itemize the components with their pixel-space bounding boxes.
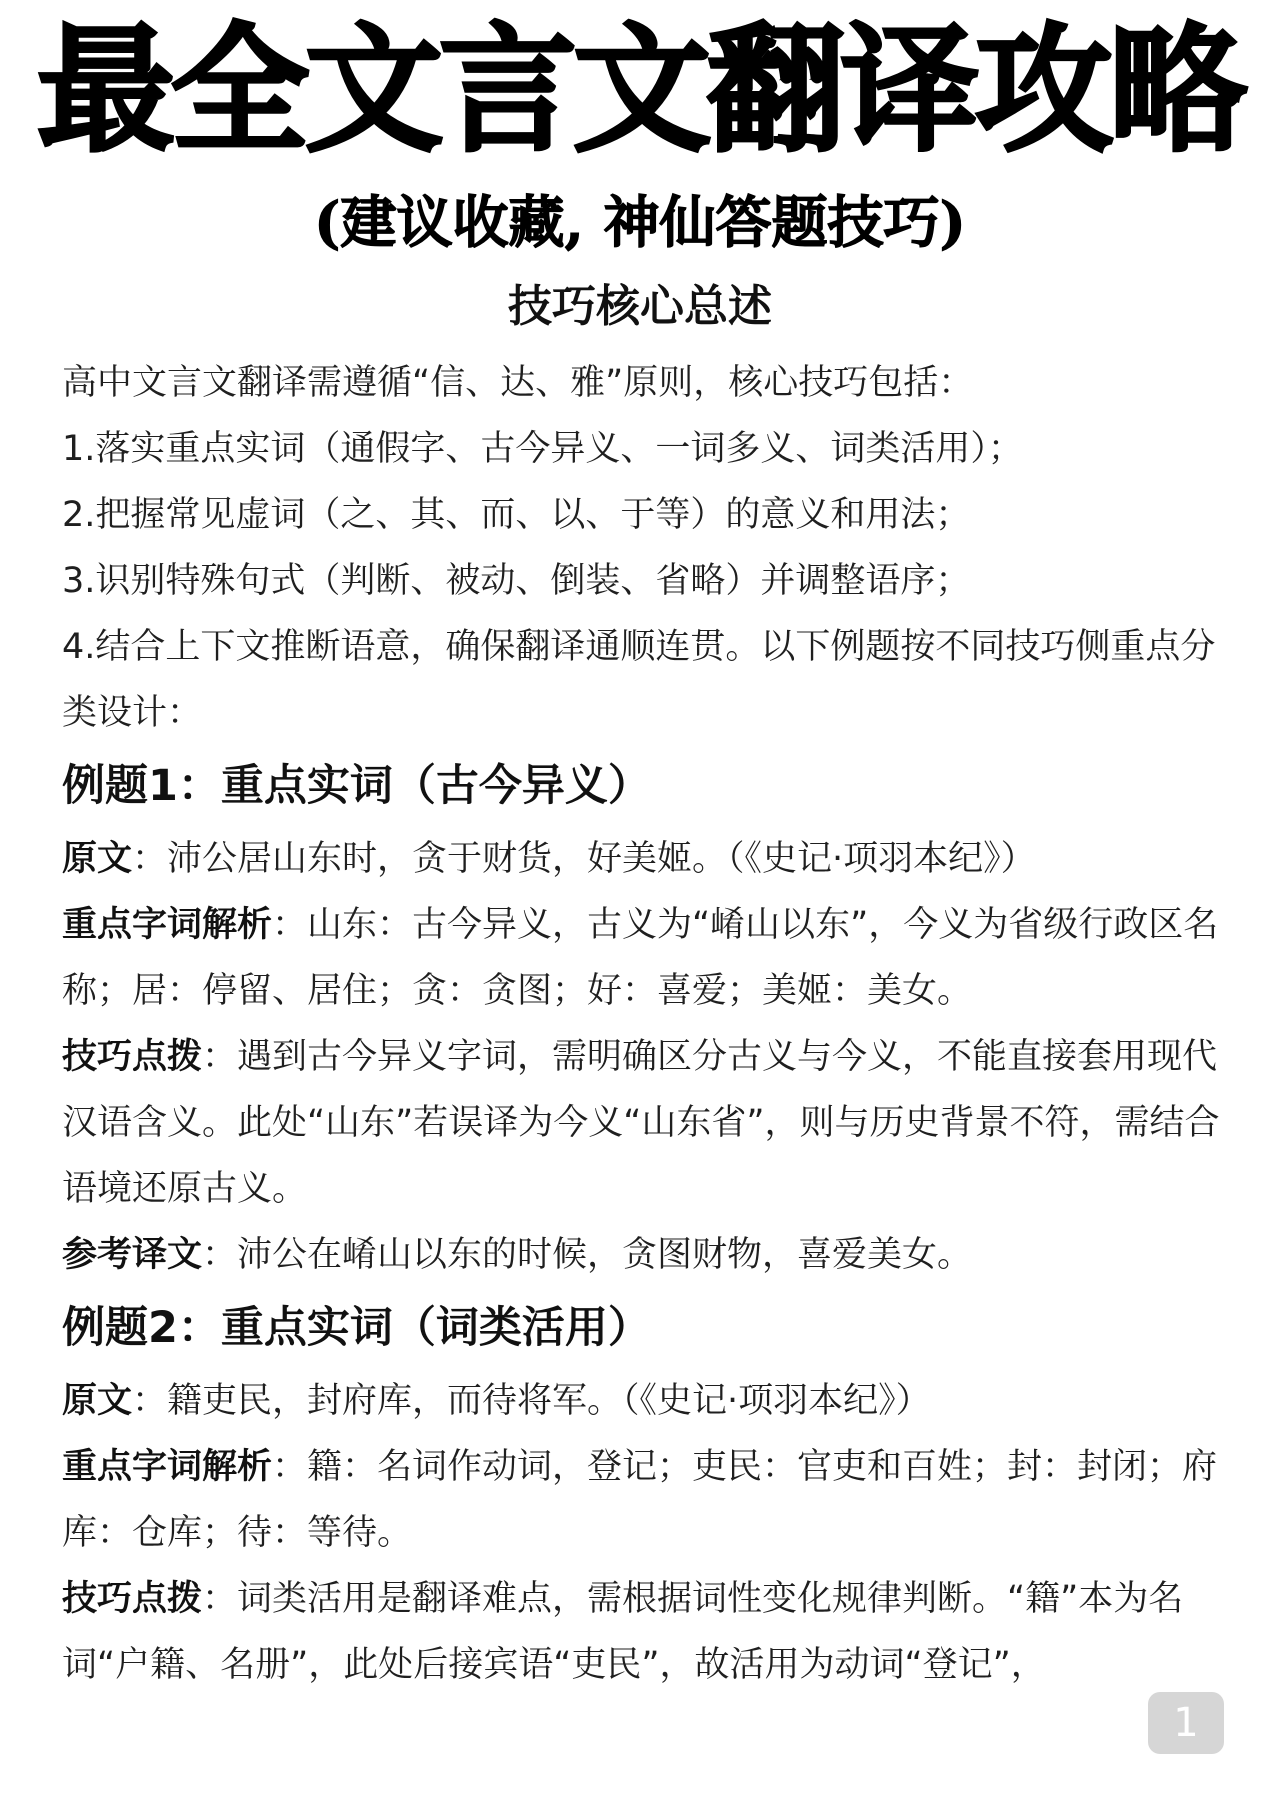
reference-label: 参考译文 [62,1235,203,1275]
section-heading: 技巧核心总述 [508,281,772,332]
intro-item-3: 3.识别特殊句式（判断、被动、倒装、省略）并调整语序； [62,561,971,601]
source-text: ：沛公居山东时，贪于财货，好美姬。（《史记·项羽本纪》） [132,839,1036,879]
example-2-analysis [62,1434,1222,1566]
page-number-badge[interactable]: 1 [1148,1692,1224,1754]
example-1-reference [62,1222,1222,1288]
reference-text: ：沛公在崤山以东的时候，贪图财物，喜爱美女。 [202,1235,973,1275]
intro-item-1: 1.落实重点实词（通假字、古今异义、一词多义、词类活用）； [62,429,1023,469]
example-1-title: 例题1：重点实词（古今异义） [62,761,651,811]
example-2-title: 例题2：重点实词（词类活用） [62,1303,651,1353]
analysis-label: 重点字词解析 [62,1447,273,1487]
tip-label: 技巧点拨 [62,1037,203,1077]
example-2-tip [62,1566,1222,1698]
tip-text: ：遇到古今异义字词，需明确区分古义与今义，不能直接套用现代汉语含义。此处“山东”若误译为今义“山东省”，则与历史背景不符，需结合语境还原古义。 [62,1037,1220,1209]
page-title: 最全文言文翻译攻略 [36,8,1243,171]
example-2-source [62,1368,1222,1434]
analysis-label: 重点字词解析 [62,905,273,945]
example-1-source [62,826,1222,892]
intro-lead: 高中文言文翻译需遵循“信、达、雅”原则，核心技巧包括： [62,363,974,403]
page-subtitle: (建议收藏, 神仙答题技巧) [314,190,966,256]
source-text: ：籍吏民，封府库，而待将军。（《史记·项羽本纪》） [132,1381,931,1421]
analysis-text: ：籍：名词作动词，登记；吏民：官吏和百姓；封：封闭；府库：仓库；待：等待。 [62,1447,1218,1553]
tip-text: ：词类活用是翻译难点，需根据词性变化规律判断。“籍”本为名词“户籍、名册”，此处后接宾语“吏民”，故活用为动词“登记”， [62,1579,1184,1685]
intro-item-2: 2.把握常见虚词（之、其、而、以、于等）的意义和用法； [62,495,971,535]
source-label: 原文 [62,839,133,879]
example-1-tip [62,1024,1222,1222]
example-1-analysis [62,892,1222,1024]
source-label: 原文 [62,1381,133,1421]
document-body [62,350,1222,1698]
analysis-text: ：山东：古今异义，古义为“崤山以东”，今义为省级行政区名称；居：停留、居住；贪：贪图；好：喜爱；美姬：美女。 [62,905,1219,1011]
tip-label: 技巧点拨 [62,1579,203,1619]
intro-item-4: 4.结合上下文推断语意，确保翻译通顺连贯。以下例题按不同技巧侧重点分类设计： [62,627,1216,733]
